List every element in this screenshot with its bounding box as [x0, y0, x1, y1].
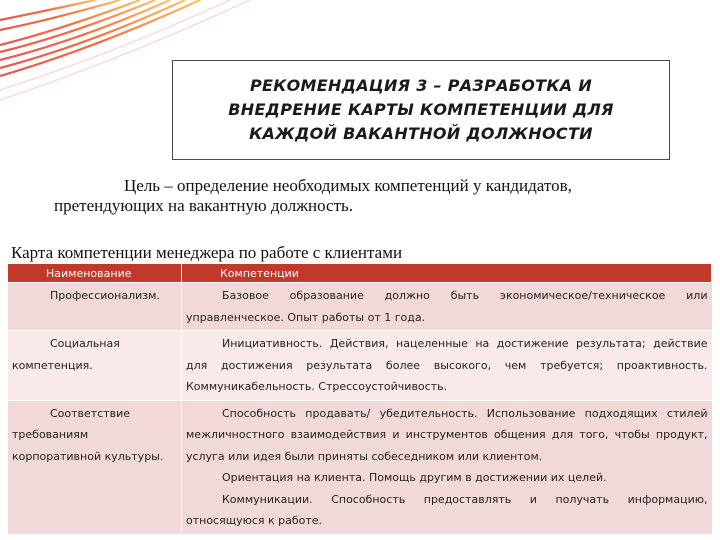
goal-line: претендующих на вакантную должность.	[54, 196, 354, 215]
header-name-label: Наименование	[46, 266, 132, 280]
row-text: Инициативность. Действия, нацеленные на достижение результата; действие для достижения результата более высокого, чем требуется; проактивность. Коммуникабельность. Стрессоустойчивость.	[182, 331, 712, 401]
slide-title-box	[172, 60, 670, 160]
title-line: РЕКОМЕНДАЦИЯ 3 – РАЗРАБОТКА И	[249, 76, 593, 95]
row-name-text: компетенция.	[12, 358, 93, 372]
competence-table	[8, 264, 712, 534]
table-header-row	[8, 264, 712, 283]
table-title: Карта компетенции менеджера по работе с клиентами	[11, 243, 403, 262]
row-name-text: корпоративной культуры.	[12, 449, 164, 463]
title-line: КАЖДОЙ ВАКАНТНОЙ ДОЛЖНОСТИ	[249, 124, 593, 143]
goal-line: Цель – определение необходимых компетенций у кандидатов,	[124, 176, 572, 195]
header-competence	[182, 264, 712, 283]
row-name-text: Профессионализм.	[50, 289, 160, 302]
table-row	[8, 331, 712, 401]
row-paragraph: Способность продавать/ убедительность. Использование подходящих стилей межличностного взаимодействия и инструментов общения для того, чтобы продукт, услуга или идея были приняты собеседником или клиентом.	[186, 406, 708, 463]
row-name-text: Соответствие	[50, 406, 131, 420]
row-name	[8, 400, 182, 534]
row-name	[8, 331, 182, 401]
table-row	[8, 400, 712, 534]
row-name	[8, 283, 182, 331]
row-paragraph: Коммуникации. Способность предоставлять и получать информацию, относящуюся к работе.	[186, 492, 708, 527]
row-name-text: требованиям	[12, 428, 89, 441]
goal-paragraph	[54, 176, 694, 216]
header-name	[8, 264, 182, 283]
row-text	[182, 400, 712, 534]
row-paragraph: Ориентация на клиента. Помощь другим в достижении их целей.	[222, 471, 607, 484]
slide-title	[228, 74, 613, 146]
table-row	[8, 283, 712, 331]
header-competence-label: Компетенции	[220, 266, 299, 280]
title-line: ВНЕДРЕНИЕ КАРТЫ КОМПЕТЕНЦИИ ДЛЯ	[228, 100, 614, 119]
row-name-text: Социальная	[50, 337, 120, 350]
row-text: Базовое образование должно быть экономическое/техническое или управленческое. Опыт работы от 1 года.	[182, 283, 712, 331]
